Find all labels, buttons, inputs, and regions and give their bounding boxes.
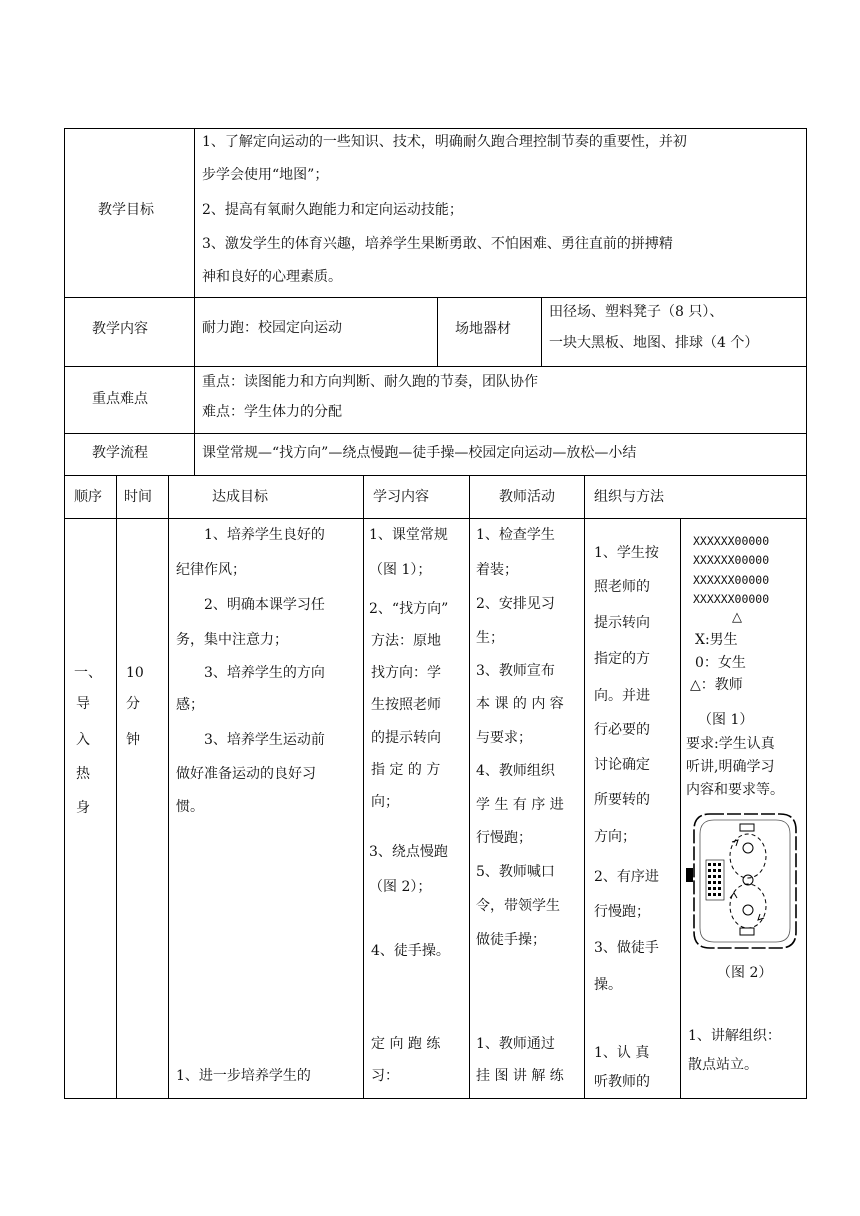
org-line: 所要转的 [594,792,650,808]
learning-line: 指 定 的 方 [371,762,441,778]
explain-line: 1、讲解组织： [688,1028,781,1044]
teacher-line: 令，带领学生 [476,898,560,914]
process-value: 课堂常规—“找方向”—绕点慢跑—徒手操—校园定向运动—放松—小结 [202,445,637,461]
org-line: 行必要的 [594,722,650,738]
learning-line: 的提示转向 [371,730,441,746]
org-line: 讨论确定 [594,757,650,773]
objectives-line: 2、提高有氧耐久跑能力和定向运动技能； [202,202,463,218]
teacher-line: 挂 图 讲 解 练 [476,1068,564,1084]
learning-line: 找方向：学 [371,665,441,681]
goal-line: 惯。 [176,799,204,815]
figure2-caption: （图 2） [717,965,773,981]
header-time: 时间 [124,489,152,505]
formation-row: XXXXXX00000 [693,592,770,606]
venue-label: 场地器材 [455,321,511,337]
header-learning: 学习内容 [373,489,429,505]
objectives-line: 神和良好的心理素质。 [202,269,342,285]
objectives-line: 1、了解定向运动的一些知识、技术，明确耐久跑合理控制节奏的重要性，并初 [202,134,687,150]
learning-line: 向； [371,794,399,810]
learning-line: 定 向 跑 练 [371,1036,441,1052]
learning-line: 方法：原地 [371,633,441,649]
goal-line: 3、培养学生运动前 [204,732,325,748]
teacher-line: 行慢跑； [476,830,532,846]
order-char: 导 [76,696,90,712]
track-diagram [684,806,804,956]
teacher-triangle-icon: △ [732,610,742,625]
time-char: 10 [126,665,144,681]
teacher-line: 着装； [476,562,518,578]
teacher-line: 1、检查学生 [476,527,555,543]
org-line: 指定的方 [594,651,650,667]
content-label: 教学内容 [92,321,148,337]
explain-line: 散点站立。 [688,1057,758,1073]
order-char: 热 [76,766,90,782]
formation-row: XXXXXX00000 [693,573,770,587]
org-line: 行慢跑； [594,904,650,920]
learning-line: 4、徒手操。 [371,943,450,959]
goal-line: 做好准备运动的良好习 [176,766,316,782]
header-teacher: 教师活动 [499,489,555,505]
teacher-line: 5、教师喊口 [476,864,555,880]
goal-line: 1、进一步培养学生的 [176,1068,311,1084]
org-line: 照老师的 [594,579,650,595]
time-char: 分 [126,696,140,712]
objectives-line: 步学会使用“地图”； [202,167,329,183]
order-char: 一、 [74,665,102,681]
formation-row: XXXXXX00000 [693,553,770,567]
teacher-line: 本 课 的 内 容 [476,696,564,712]
org-line: 向。并进 [594,688,650,704]
learning-line: 1、课堂常规 [369,527,448,543]
figure1-caption: （图 1） [698,712,754,728]
learning-line: 3、绕点慢跑 [369,844,448,860]
content-value: 耐力跑：校园定向运动 [202,320,342,336]
keypoints-line: 难点：学生体力的分配 [202,404,342,420]
org-line: 提示转向 [594,615,650,631]
learning-line: （图 1）； [369,562,432,578]
objectives-label: 教学目标 [98,202,154,218]
formation-row: XXXXXX00000 [693,534,770,548]
order-char: 身 [76,800,90,816]
keypoints-label: 重点难点 [92,391,148,407]
goal-line: 感； [176,697,204,713]
teacher-line: 与要求； [476,730,532,746]
goal-line: 纪律作风； [176,562,246,578]
requirement-line: 要求:学生认真 [686,736,775,752]
process-label: 教学流程 [92,445,148,461]
org-line: 3、做徒手 [594,940,659,956]
order-char: 入 [76,732,90,748]
legend-line: 0：女生 [695,655,746,671]
teacher-line: 4、教师组织 [476,763,555,779]
org-line: 操。 [594,977,622,993]
header-organization: 组织与方法 [594,489,664,505]
venue-line: 田径场、塑料凳子（8 只）、 [549,304,724,320]
goal-line: 3、培养学生的方向 [204,665,325,681]
goal-line: 1、培养学生良好的 [204,527,325,543]
header-order: 顺序 [74,489,102,505]
org-line: 听教师的 [594,1074,650,1090]
legend-line: △：教师 [690,677,743,693]
learning-line: （图 2）； [369,879,432,895]
objectives-line: 3、激发学生的体育兴趣，培养学生果断勇敢、不怕困难、勇往直前的拼搏精 [202,236,673,252]
goal-line: 2、明确本课学习任 [204,597,325,613]
learning-line: 2、“找方向” [369,601,449,617]
org-line: 1、认 真 [594,1045,650,1061]
requirement-line: 内容和要求等。 [686,782,784,798]
keypoints-line: 重点：读图能力和方向判断、耐久跑的节奏，团队协作 [202,374,538,390]
teacher-line: 2、安排见习 [476,596,555,612]
teacher-line: 学 生 有 序 进 [476,797,564,813]
org-line: 1、学生按 [594,545,659,561]
teacher-line: 3、教师宣布 [476,663,555,679]
header-goals: 达成目标 [212,489,268,505]
teacher-line: 生； [476,630,504,646]
time-char: 钟 [126,732,140,748]
learning-line: 习： [371,1068,399,1084]
venue-line: 一块大黑板、地图、排球（4 个） [549,335,759,351]
goal-line: 务，集中注意力； [176,632,288,648]
org-line: 方向； [594,829,636,845]
teacher-line: 1、教师通过 [476,1036,555,1052]
legend-line: X:男生 [695,632,738,648]
teacher-line: 做徒手操； [476,932,546,948]
learning-line: 生按照老师 [371,697,441,713]
requirement-line: 听讲,明确学习 [686,759,775,775]
org-line: 2、有序进 [594,869,659,885]
